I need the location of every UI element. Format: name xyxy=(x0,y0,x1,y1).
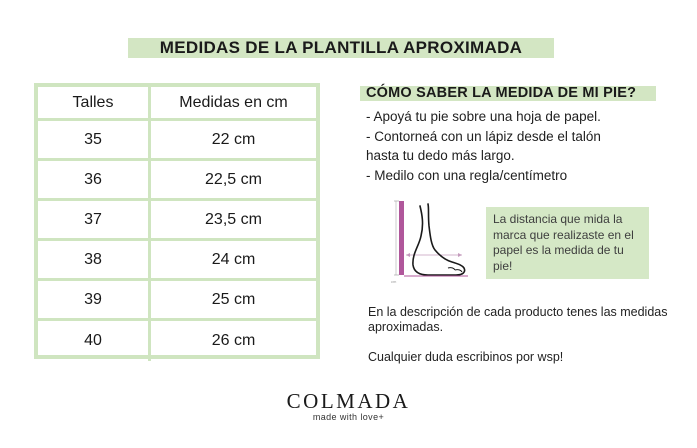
brand-logo xyxy=(0,390,697,423)
page-title: MEDIDAS DE LA PLANTILLA APROXIMADA xyxy=(159,38,523,57)
column-header-size: Talles xyxy=(38,87,151,118)
table-header-row xyxy=(38,87,316,121)
size-cell: 38 xyxy=(38,241,151,278)
foot-measuring-icon xyxy=(388,198,470,284)
instruction-line: - Apoyá tu pie sobre una hoja de papel. xyxy=(366,109,601,124)
measure-cell: 24 cm xyxy=(211,250,256,268)
note-text: La distancia que mida la marca que realizaste en el papel es la medida de tu pie! xyxy=(493,212,634,273)
measure-cell: 26 cm xyxy=(211,332,256,349)
column-header-measure: Medidas en cm xyxy=(179,93,288,111)
note-box xyxy=(486,207,649,279)
table-row xyxy=(38,161,316,201)
instruction-line: - Contorneá con un lápiz desde el talón xyxy=(366,128,601,144)
table-row xyxy=(38,241,316,281)
size-table xyxy=(34,83,320,359)
instructions-list xyxy=(366,107,601,185)
contact-note: Cualquier duda escribinos por wsp! xyxy=(368,350,564,364)
measure-cell: 22,5 cm xyxy=(205,170,262,188)
size-cell: 36 xyxy=(38,161,151,198)
description-note: En la descripción de cada producto tenes las medidas aproximadas. xyxy=(368,305,668,334)
table-row xyxy=(38,321,316,361)
instruction-line: hasta tu dedo más largo. xyxy=(366,148,515,163)
measure-cell: 23,5 cm xyxy=(205,210,262,228)
brand-tagline: made with love+ xyxy=(312,412,385,422)
size-cell: 39 xyxy=(38,281,151,318)
instructions-title: CÓMO SABER LA MEDIDA DE MI PIE? xyxy=(366,85,637,101)
measure-cell: 22 cm xyxy=(211,130,256,148)
brand-name: COLMADA xyxy=(286,389,411,413)
table-row xyxy=(38,201,316,241)
size-cell: 40 xyxy=(38,321,151,361)
size-cell: 35 xyxy=(38,121,151,158)
measure-cell: 25 cm xyxy=(211,290,256,308)
size-cell: 37 xyxy=(38,201,151,238)
table-row xyxy=(38,281,316,321)
table-row xyxy=(38,121,316,161)
svg-text:cm: cm xyxy=(391,279,397,284)
instruction-line: - Medilo con una regla/centímetro xyxy=(366,167,568,183)
